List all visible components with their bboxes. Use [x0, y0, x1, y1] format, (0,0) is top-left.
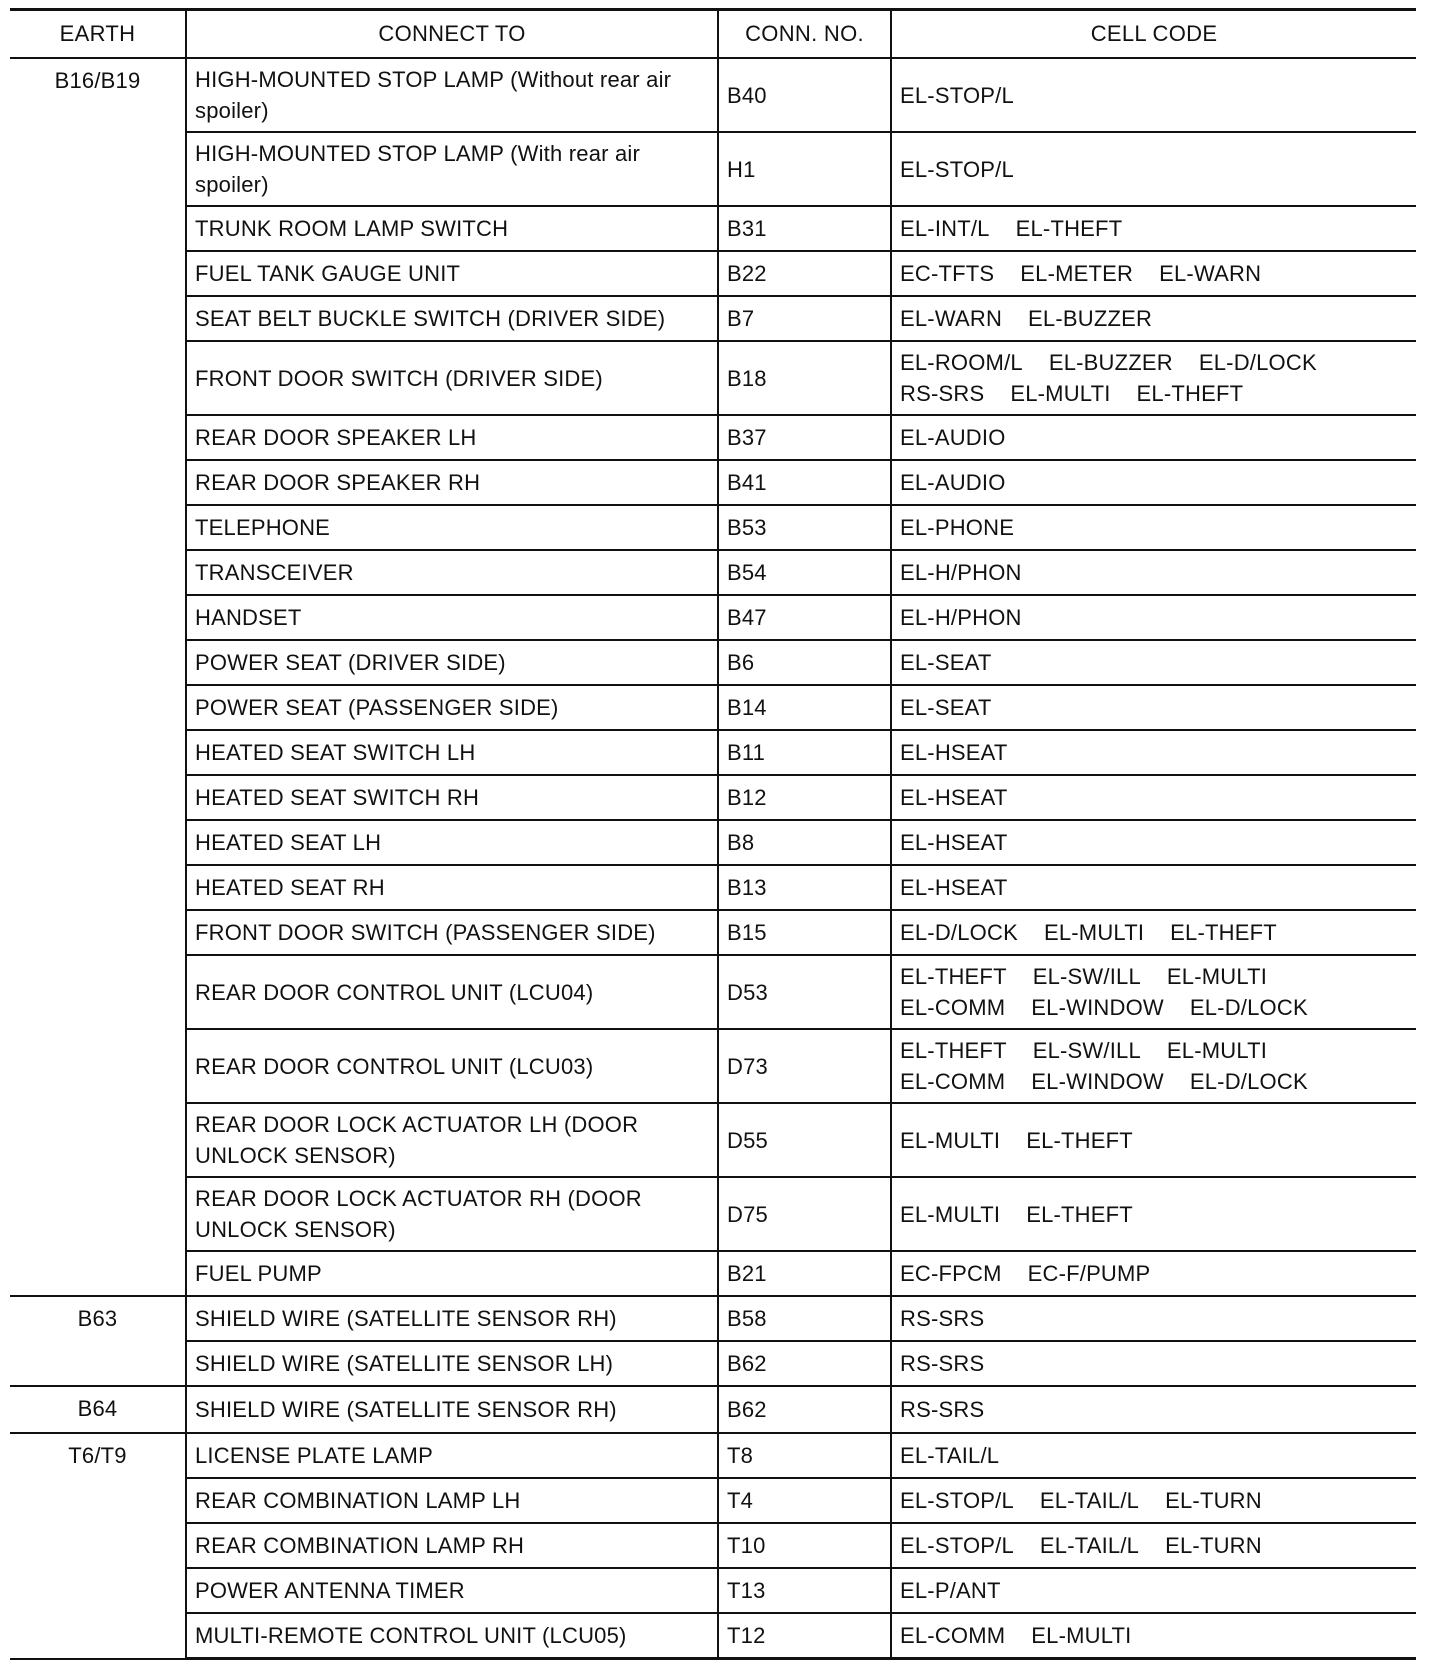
cell-code: EL-THEFT [1026, 1127, 1133, 1153]
cell-code: EL-WINDOW [1031, 995, 1164, 1020]
earth-point-cell: T6/T9 [10, 1433, 186, 1659]
cell-code-line [900, 1620, 1408, 1651]
connect-to-cell: REAR DOOR LOCK ACTUATOR LH (DOOR UNLOCK SENSOR) [186, 1103, 718, 1177]
cell-code-cell [891, 1177, 1416, 1251]
connect-to-cell: POWER SEAT (PASSENGER SIDE) [186, 685, 718, 730]
cell-code-cell [891, 1341, 1416, 1386]
connect-to-cell: REAR DOOR LOCK ACTUATOR RH (DOOR UNLOCK SENSOR) [186, 1177, 718, 1251]
cell-code-line [900, 1530, 1408, 1561]
table-row [10, 1386, 1416, 1433]
cell-code-cell [891, 685, 1416, 730]
connector-number-cell: B62 [718, 1386, 891, 1433]
connector-number-cell: B54 [718, 550, 891, 595]
cell-code: EL-STOP/L [900, 82, 1014, 108]
cell-code-cell [891, 730, 1416, 775]
cell-code-line [900, 961, 1408, 992]
cell-code: RS-SRS [900, 1351, 985, 1376]
connect-to-cell: FUEL PUMP [186, 1251, 718, 1296]
cell-code-cell [891, 296, 1416, 341]
cell-code: EL-H/PHON [900, 605, 1022, 630]
connect-to-cell: REAR COMBINATION LAMP RH [186, 1523, 718, 1568]
cell-code-line [900, 647, 1408, 678]
cell-code: EL-THEFT [1136, 381, 1244, 406]
cell-code-cell [891, 58, 1416, 132]
cell-code: EL-BUZZER [1028, 306, 1153, 331]
cell-code: EC-TFTS [900, 261, 995, 286]
cell-code-cell [891, 251, 1416, 296]
table-row [10, 640, 1416, 685]
connector-number-cell: T8 [718, 1433, 891, 1478]
cell-code-cell [891, 640, 1416, 685]
cell-code: RS-SRS [900, 1306, 985, 1331]
cell-code-cell [891, 1433, 1416, 1478]
table-row [10, 1029, 1416, 1103]
connector-number-cell: T4 [718, 1478, 891, 1523]
cell-code: EL-TAIL/L [900, 1443, 1000, 1468]
cell-code: EC-FPCM [900, 1261, 1002, 1286]
table-row [10, 1433, 1416, 1478]
connector-number-cell: B21 [718, 1251, 891, 1296]
connector-number-cell: B15 [718, 910, 891, 955]
cell-code: EL-SW/ILL [1032, 1038, 1141, 1063]
cell-code: EL-H/PHON [900, 560, 1022, 585]
cell-code-line [900, 992, 1408, 1023]
cell-code-cell [891, 820, 1416, 865]
cell-code: EL-WINDOW [1031, 1069, 1164, 1094]
connect-to-cell: SHIELD WIRE (SATELLITE SENSOR RH) [186, 1386, 718, 1433]
connect-to-cell: FRONT DOOR SWITCH (DRIVER SIDE) [186, 341, 718, 415]
table-row [10, 505, 1416, 550]
connector-number-cell: B13 [718, 865, 891, 910]
cell-code: EL-TURN [1165, 1488, 1262, 1513]
connector-number-cell: T12 [718, 1613, 891, 1659]
connect-to-cell: SEAT BELT BUCKLE SWITCH (DRIVER SIDE) [186, 296, 718, 341]
cell-code-line [900, 827, 1408, 858]
cell-code-cell [891, 1523, 1416, 1568]
cell-code-line [900, 422, 1408, 453]
cell-code: EL-MULTI [1166, 1038, 1268, 1063]
connector-number-cell: T13 [718, 1568, 891, 1613]
cell-code: EL-TAIL/L [1039, 1488, 1140, 1513]
cell-code: EL-HSEAT [900, 785, 1008, 810]
connector-number-cell: B14 [718, 685, 891, 730]
connector-number-cell: B6 [718, 640, 891, 685]
cell-code-line [900, 80, 1408, 111]
cell-code-line [900, 154, 1408, 185]
cell-code: RS-SRS [900, 381, 985, 406]
cell-code-line [900, 782, 1408, 813]
cell-code-line [900, 258, 1408, 289]
connector-number-cell: D73 [718, 1029, 891, 1103]
table-row [10, 775, 1416, 820]
cell-code-line [900, 347, 1408, 378]
connect-to-cell: HEATED SEAT SWITCH RH [186, 775, 718, 820]
connector-number-cell: H1 [718, 132, 891, 206]
cell-code: EL-THEFT [1170, 920, 1277, 945]
cell-code: EL-D/LOCK [1198, 350, 1317, 375]
cell-code: EL-SEAT [900, 695, 992, 720]
connect-to-cell: REAR DOOR CONTROL UNIT (LCU04) [186, 955, 718, 1029]
connector-number-cell: B47 [718, 595, 891, 640]
cell-code: EL-TURN [1165, 1533, 1262, 1558]
cell-code: EL-COMM [900, 1623, 1006, 1648]
cell-code-cell [891, 1613, 1416, 1659]
cell-code: EL-BUZZER [1048, 350, 1173, 375]
connect-to-cell: LICENSE PLATE LAMP [186, 1433, 718, 1478]
cell-code-cell [891, 1568, 1416, 1613]
connect-to-cell: REAR DOOR SPEAKER LH [186, 415, 718, 460]
cell-code-line [900, 378, 1408, 409]
table-row [10, 132, 1416, 206]
cell-code: EL-SEAT [900, 650, 992, 675]
connector-number-cell: B37 [718, 415, 891, 460]
connector-number-cell: B22 [718, 251, 891, 296]
connect-to-cell: HEATED SEAT RH [186, 865, 718, 910]
cell-code-cell [891, 865, 1416, 910]
table-row [10, 460, 1416, 505]
cell-code-cell [891, 206, 1416, 251]
cell-code-cell [891, 1296, 1416, 1341]
cell-code: EL-AUDIO [900, 425, 1006, 450]
cell-code: EL-STOP/L [900, 1488, 1014, 1513]
cell-code-cell [891, 595, 1416, 640]
connector-number-cell: D75 [718, 1177, 891, 1251]
cell-code: EL-HSEAT [900, 875, 1008, 900]
table-row [10, 1296, 1416, 1341]
connect-to-cell: TRANSCEIVER [186, 550, 718, 595]
cell-code-cell [891, 955, 1416, 1029]
cell-code: EL-HSEAT [900, 830, 1008, 855]
cell-code: EL-PHONE [900, 515, 1015, 540]
connector-number-cell: B62 [718, 1341, 891, 1386]
table-row [10, 206, 1416, 251]
connect-to-cell: HIGH-MOUNTED STOP LAMP (With rear air spoiler) [186, 132, 718, 206]
table-row [10, 550, 1416, 595]
connector-number-cell: D55 [718, 1103, 891, 1177]
connect-to-cell: POWER SEAT (DRIVER SIDE) [186, 640, 718, 685]
cell-code-cell [891, 460, 1416, 505]
connector-number-cell: B7 [718, 296, 891, 341]
cell-code-line [900, 1575, 1408, 1606]
table-row [10, 1251, 1416, 1296]
connect-to-cell: TRUNK ROOM LAMP SWITCH [186, 206, 718, 251]
table-header [10, 10, 1416, 59]
cell-code: EL-SW/ILL [1032, 964, 1141, 989]
connector-number-cell: D53 [718, 955, 891, 1029]
cell-code-line [900, 1125, 1408, 1156]
cell-code-line [900, 602, 1408, 633]
cell-code-line [900, 1440, 1408, 1471]
cell-code-line [900, 692, 1408, 723]
cell-code: EL-THEFT [900, 964, 1007, 989]
cell-code: EL-WARN [1159, 261, 1262, 286]
cell-code-line [900, 737, 1408, 768]
cell-code: EL-STOP/L [900, 156, 1014, 182]
connect-to-cell: REAR DOOR SPEAKER RH [186, 460, 718, 505]
cell-code-line [900, 303, 1408, 334]
cell-code: EL-THEFT [1015, 216, 1123, 241]
table-row [10, 820, 1416, 865]
connector-number-cell: B31 [718, 206, 891, 251]
cell-code-line [900, 1348, 1408, 1379]
table-row [10, 865, 1416, 910]
cell-code-cell [891, 132, 1416, 206]
cell-code: EL-P/ANT [900, 1578, 1001, 1603]
cell-code: EL-THEFT [1026, 1201, 1133, 1227]
connect-to-cell: MULTI-REMOTE CONTROL UNIT (LCU05) [186, 1613, 718, 1659]
connect-to-cell: HANDSET [186, 595, 718, 640]
table-row [10, 910, 1416, 955]
table-row [10, 415, 1416, 460]
cell-code-line [900, 1485, 1408, 1516]
earth-connection-table [10, 8, 1416, 1660]
connect-to-cell: FRONT DOOR SWITCH (PASSENGER SIDE) [186, 910, 718, 955]
table-row [10, 341, 1416, 415]
cell-code-line [900, 1199, 1408, 1230]
cell-code-line [900, 512, 1408, 543]
connector-number-cell: B18 [718, 341, 891, 415]
table-row [10, 1177, 1416, 1251]
cell-code-cell [891, 910, 1416, 955]
table-row [10, 685, 1416, 730]
table-row [10, 595, 1416, 640]
cell-code-line [900, 1066, 1408, 1097]
cell-code-line [900, 213, 1408, 244]
cell-code-line [900, 1303, 1408, 1334]
cell-code: EL-WARN [900, 306, 1003, 331]
table-row [10, 1568, 1416, 1613]
connector-number-cell: B41 [718, 460, 891, 505]
earth-point-cell: B64 [10, 1386, 186, 1433]
cell-code: EL-COMM [900, 1069, 1006, 1094]
connect-to-cell: HEATED SEAT SWITCH LH [186, 730, 718, 775]
cell-code: EL-INT/L [900, 216, 990, 241]
cell-code: EL-D/LOCK [1189, 995, 1308, 1020]
cell-code: EL-MULTI [1031, 1623, 1132, 1648]
cell-code-line [900, 467, 1408, 498]
table-row [10, 1478, 1416, 1523]
cell-code: EL-MULTI [1166, 964, 1268, 989]
earth-point-cell: B16/B19 [10, 58, 186, 1296]
connect-to-cell: HIGH-MOUNTED STOP LAMP (Without rear air spoiler) [186, 58, 718, 132]
header-connect-to: CONNECT TO [186, 10, 718, 59]
cell-code-line [900, 557, 1408, 588]
cell-code: EL-D/LOCK [1189, 1069, 1308, 1094]
cell-code-cell [891, 1029, 1416, 1103]
cell-code: EL-HSEAT [900, 740, 1008, 765]
cell-code-cell [891, 341, 1416, 415]
cell-code-line [900, 1258, 1408, 1289]
cell-code-cell [891, 550, 1416, 595]
table-row [10, 1613, 1416, 1659]
table-body [10, 58, 1416, 1659]
cell-code-cell [891, 1251, 1416, 1296]
connector-number-cell: B53 [718, 505, 891, 550]
connector-number-cell: B11 [718, 730, 891, 775]
table-row [10, 58, 1416, 132]
connect-to-cell: SHIELD WIRE (SATELLITE SENSOR RH) [186, 1296, 718, 1341]
connector-number-cell: B12 [718, 775, 891, 820]
cell-code: EL-D/LOCK [900, 920, 1018, 945]
earth-connection-sheet [10, 8, 1416, 1660]
cell-code-cell [891, 1386, 1416, 1433]
header-conn-no: CONN. NO. [718, 10, 891, 59]
cell-code-line [900, 1394, 1408, 1425]
connect-to-cell: REAR DOOR CONTROL UNIT (LCU03) [186, 1029, 718, 1103]
cell-code: EL-TAIL/L [1039, 1533, 1140, 1558]
connector-number-cell: T10 [718, 1523, 891, 1568]
cell-code: EL-MULTI [900, 1127, 1001, 1153]
cell-code-cell [891, 1103, 1416, 1177]
table-row [10, 251, 1416, 296]
cell-code: RS-SRS [900, 1397, 985, 1422]
cell-code: EL-MULTI [1043, 920, 1145, 945]
cell-code: EL-MULTI [900, 1201, 1001, 1227]
table-row [10, 1103, 1416, 1177]
cell-code: EL-COMM [900, 995, 1006, 1020]
cell-code: EC-F/PUMP [1027, 1261, 1151, 1286]
cell-code-cell [891, 775, 1416, 820]
connect-to-cell: POWER ANTENNA TIMER [186, 1568, 718, 1613]
connect-to-cell: TELEPHONE [186, 505, 718, 550]
cell-code-cell [891, 505, 1416, 550]
connect-to-cell: REAR COMBINATION LAMP LH [186, 1478, 718, 1523]
cell-code: EL-STOP/L [900, 1533, 1014, 1558]
header-earth: EARTH [10, 10, 186, 59]
connect-to-cell: FUEL TANK GAUGE UNIT [186, 251, 718, 296]
cell-code-cell [891, 1478, 1416, 1523]
cell-code: EL-THEFT [900, 1038, 1007, 1063]
earth-point-cell: B63 [10, 1296, 186, 1386]
table-row [10, 1341, 1416, 1386]
cell-code-line [900, 872, 1408, 903]
cell-code-cell [891, 415, 1416, 460]
table-row [10, 1523, 1416, 1568]
connect-to-cell: HEATED SEAT LH [186, 820, 718, 865]
header-row [10, 10, 1416, 59]
table-row [10, 955, 1416, 1029]
connector-number-cell: B8 [718, 820, 891, 865]
header-cell-code: CELL CODE [891, 10, 1416, 59]
table-row [10, 296, 1416, 341]
connect-to-cell: SHIELD WIRE (SATELLITE SENSOR LH) [186, 1341, 718, 1386]
connector-number-cell: B58 [718, 1296, 891, 1341]
cell-code-line [900, 917, 1408, 948]
connector-number-cell: B40 [718, 58, 891, 132]
cell-code: EL-MULTI [1010, 381, 1111, 406]
cell-code: EL-ROOM/L [900, 350, 1023, 375]
cell-code-line [900, 1035, 1408, 1066]
cell-code: EL-METER [1020, 261, 1134, 286]
table-row [10, 730, 1416, 775]
cell-code: EL-AUDIO [900, 470, 1006, 495]
